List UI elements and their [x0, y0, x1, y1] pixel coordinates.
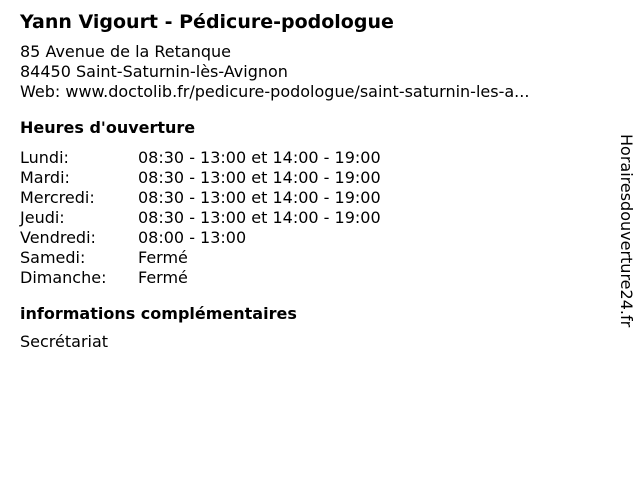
day-label: Jeudi: [20, 208, 65, 227]
hours-row-tuesday [20, 168, 381, 188]
day-label: Dimanche: [20, 268, 107, 287]
day-hours: 08:30 - 13:00 et 14:00 - 19:00 [138, 188, 381, 207]
day-hours: 08:30 - 13:00 et 14:00 - 19:00 [138, 208, 381, 227]
day-label: Lundi: [20, 148, 69, 167]
hours-row-sunday [20, 268, 381, 288]
opening-hours-heading: Heures d'ouverture [20, 118, 196, 137]
additional-info-text: Secrétariat [20, 332, 109, 351]
hours-row-monday [20, 148, 381, 168]
site-watermark: Horairesdouverture24.fr [617, 134, 636, 328]
day-hours: Fermé [138, 268, 188, 287]
business-card [20, 8, 600, 352]
business-title: Yann Vigourt - Pédicure-podologue [20, 11, 394, 33]
opening-hours-table [20, 148, 381, 288]
hours-row-thursday [20, 208, 381, 228]
day-label: Mardi: [20, 168, 70, 187]
day-hours: 08:30 - 13:00 et 14:00 - 19:00 [138, 168, 381, 187]
address-line-1: 85 Avenue de la Retanque [20, 42, 231, 61]
day-label: Mercredi: [20, 188, 95, 207]
hours-row-friday [20, 228, 381, 248]
additional-info-heading: informations complémentaires [20, 304, 297, 323]
website-line[interactable]: Web: www.doctolib.fr/pedicure-podologue/saint-saturnin-les-a... [20, 82, 530, 101]
day-hours: 08:00 - 13:00 [138, 228, 247, 247]
day-hours: 08:30 - 13:00 et 14:00 - 19:00 [138, 148, 381, 167]
day-label: Samedi: [20, 248, 86, 267]
hours-row-saturday [20, 248, 381, 268]
day-hours: Fermé [138, 248, 188, 267]
hours-row-wednesday [20, 188, 381, 208]
day-label: Vendredi: [20, 228, 96, 247]
address-line-2: 84450 Saint-Saturnin-lès-Avignon [20, 62, 288, 81]
